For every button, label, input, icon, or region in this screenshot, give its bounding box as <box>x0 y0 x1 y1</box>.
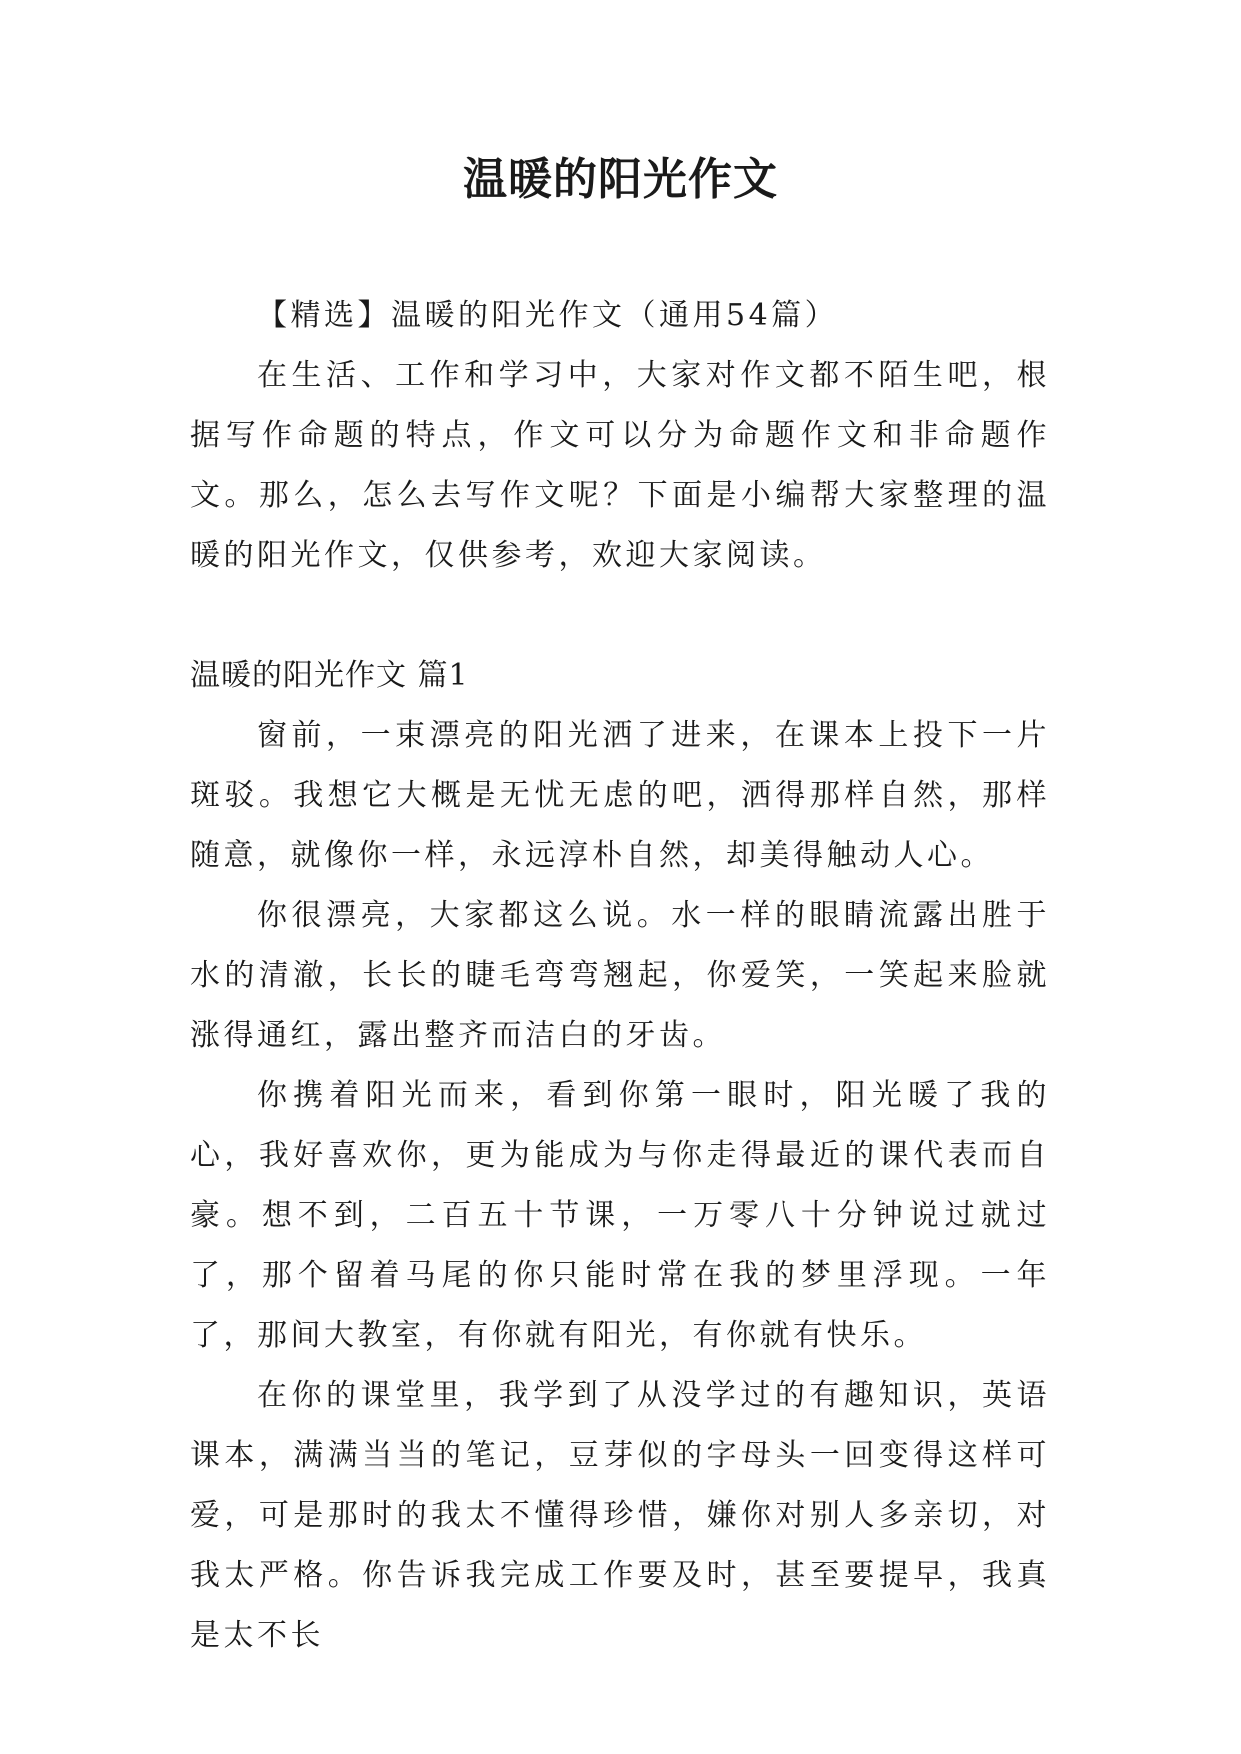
section-heading: 温暖的阳光作文 篇1 <box>190 658 469 693</box>
body-paragraph: 你携着阳光而来，看到你第一眼时，阳光暖了我的心，我好喜欢你，更为能成为与你走得最近的课代表而自豪。想不到，二百五十节课，一万零八十分钟说过就过了，那个留着马尾的你只能时常在我的梦里浮现。一年了，那间大教室，有你就有阳光，有你就有快乐。 <box>190 1078 1050 1353</box>
document-title: 温暖的阳光作文 <box>463 154 778 205</box>
body-paragraph: 在你的课堂里，我学到了从没学过的有趣知识，英语课本，满满当当的笔记，豆芽似的字母头一回变得这样可爱，可是那时的我太不懂得珍惜，嫌你对别人多亲切，对我太严格。你告诉我完成工作要及时，甚至要提早，我真是太不长 <box>190 1378 1050 1653</box>
intro-paragraph: 在生活、工作和学习中，大家对作文都不陌生吧，根据写作命题的特点，作文可以分为命题作文和非命题作文。那么，怎么去写作文呢？下面是小编帮大家整理的温暖的阳光作文，仅供参考，欢迎大家阅读。 <box>190 358 1050 573</box>
document-body <box>190 286 1050 1666</box>
section-spacer <box>190 586 1050 646</box>
body-paragraph: 你很漂亮，大家都这么说。水一样的眼睛流露出胜于水的清澈，长长的睫毛弯弯翘起，你爱笑，一笑起来脸就涨得通红，露出整齐而洁白的牙齿。 <box>190 898 1050 1053</box>
body-paragraph: 窗前，一束漂亮的阳光洒了进来，在课本上投下一片斑驳。我想它大概是无忧无虑的吧，洒得那样自然，那样随意，就像你一样，永远淳朴自然，却美得触动人心。 <box>190 718 1050 873</box>
document-subtitle: 【精选】温暖的阳光作文（通用54篇） <box>257 298 839 333</box>
